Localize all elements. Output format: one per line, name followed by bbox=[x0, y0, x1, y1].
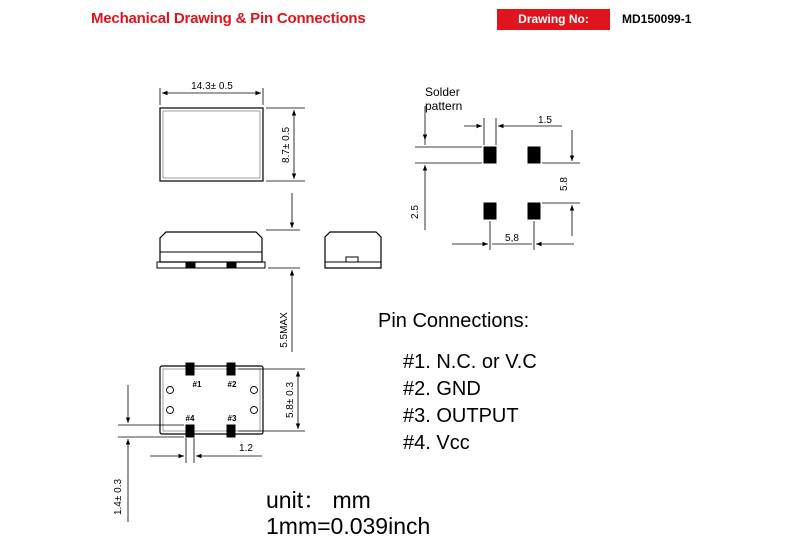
solder-dim-pad-height: 2.5 bbox=[410, 205, 421, 219]
dim-height: 8.7± 0.5 bbox=[281, 126, 292, 164]
solder-label-line2: pattern bbox=[425, 99, 463, 113]
solder-dim-pitch-x: 5,8 bbox=[505, 233, 519, 244]
solder-dim-pitch-y: 5.8 bbox=[559, 177, 570, 191]
solder-pad-2 bbox=[528, 147, 540, 163]
drawing-number-label: Drawing No: bbox=[497, 9, 610, 30]
solder-pad-3 bbox=[528, 203, 540, 219]
solder-pad-4 bbox=[484, 203, 496, 219]
dim-pad-width: 1.2 bbox=[239, 443, 253, 454]
dim-pad-pitch: 5.8± 0.3 bbox=[285, 381, 296, 419]
pad-2 bbox=[227, 363, 235, 375]
drawing-number-value: MD150099-1 bbox=[622, 12, 692, 26]
dim-pad-height: 1.4± 0.3 bbox=[113, 478, 124, 516]
pin-connection-item: #2. GND bbox=[403, 378, 481, 400]
bottom-pin-1-label: #1 bbox=[192, 380, 202, 389]
pad-1 bbox=[186, 363, 194, 375]
unit-note: unit： mm bbox=[266, 487, 371, 513]
page-title: Mechanical Drawing & Pin Connections bbox=[91, 10, 366, 27]
bottom-pin-4-label: #4 bbox=[185, 414, 195, 423]
solder-label-line1: Solder bbox=[425, 85, 460, 99]
dim-width: 14.3± 0.5 bbox=[191, 81, 233, 92]
solder-dim-pad-width: 1.5 bbox=[538, 115, 552, 126]
pin-connection-item: #4. Vcc bbox=[403, 432, 470, 454]
dim-max-height: 5.5MAX bbox=[279, 312, 290, 348]
pin-connection-item: #3. OUTPUT bbox=[403, 405, 519, 427]
bottom-pin-2-label: #2 bbox=[227, 380, 237, 389]
pin-connection-item: #1. N.C. or V.C bbox=[403, 351, 537, 373]
pad-3 bbox=[227, 425, 235, 437]
pin-connections-title: Pin Connections: bbox=[378, 310, 530, 332]
solder-pattern bbox=[415, 106, 580, 250]
unit-conversion: 1mm=0.039inch bbox=[266, 513, 431, 539]
end-view bbox=[325, 232, 381, 268]
pin-connections-list bbox=[403, 349, 537, 457]
pad-4 bbox=[186, 425, 194, 437]
side-pin-right bbox=[227, 262, 236, 268]
bottom-pin-3-label: #3 bbox=[227, 414, 237, 423]
side-pin-left bbox=[186, 262, 195, 268]
solder-pad-1 bbox=[484, 147, 496, 163]
